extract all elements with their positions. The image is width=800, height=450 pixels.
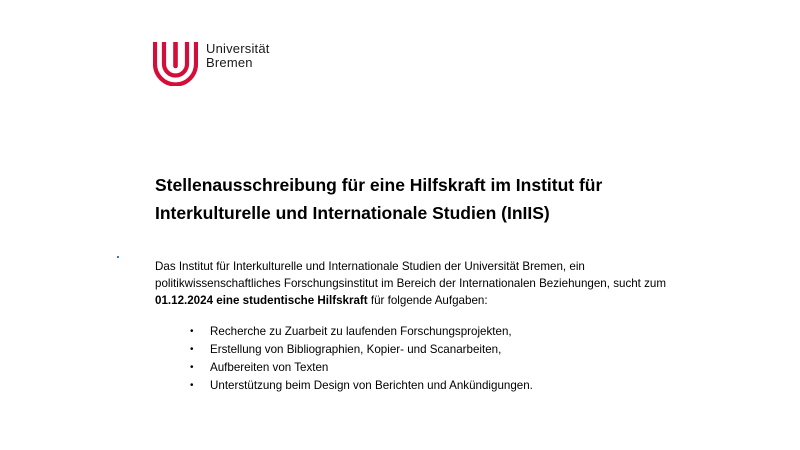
university-name-line1: Universität: [206, 41, 270, 56]
start-date-position: 01.12.2024 eine studentische Hilfskraft: [155, 294, 368, 307]
list-item: [190, 341, 533, 359]
intro-line1: Das Institut für Interkulturelle und Internationale Studien der Universität Bremen, ein: [155, 260, 585, 273]
document-title: [155, 171, 715, 227]
bullet-icon: •: [190, 380, 194, 391]
intro-line3: [155, 292, 715, 309]
intro-line3-rest: für folgende Aufgaben:: [367, 294, 488, 307]
intro-line2: politikwissenschaftliches Forschungsinstitut im Bereich der Internationalen Beziehungen, sucht zum: [155, 277, 667, 290]
bullet-icon: •: [190, 362, 194, 373]
bullet-icon: •: [190, 326, 194, 337]
task-list: [190, 323, 533, 395]
list-item: [190, 377, 533, 395]
document-title-line2: Interkulturelle und Internationale Studien (InIIS): [155, 203, 550, 223]
margin-marker: [117, 256, 119, 258]
list-item: [190, 323, 533, 341]
task-text: Erstellung von Bibliographien, Kopier- und Scanarbeiten,: [210, 343, 502, 356]
task-text: Recherche zu Zuarbeit zu laufenden Forschungsprojekten,: [210, 325, 512, 338]
university-name-line2: Bremen: [206, 55, 253, 70]
document-title-line1: Stellenausschreibung für eine Hilfskraft im Institut für: [155, 175, 603, 195]
list-item: [190, 359, 533, 377]
task-text: Unterstützung beim Design von Berichten und Ankündigungen.: [210, 379, 533, 392]
bullet-icon: •: [190, 344, 194, 355]
task-text: Aufbereiten von Texten: [210, 361, 329, 374]
university-logo-mark-icon: [153, 42, 198, 86]
intro-paragraph: [155, 258, 715, 309]
university-logo: [153, 42, 270, 86]
university-name: [206, 42, 270, 70]
